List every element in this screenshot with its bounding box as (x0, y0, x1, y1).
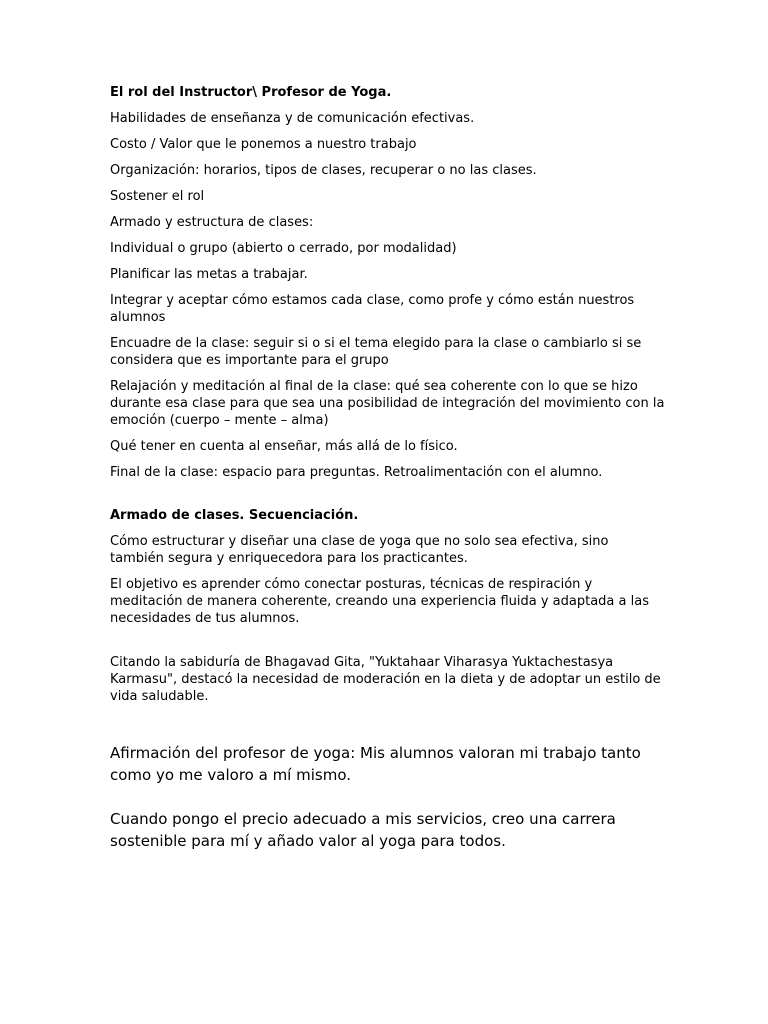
paragraph: El objetivo es aprender cómo conectar posturas, técnicas de respiración y meditación de manera coherente, creando una experiencia fluida y adaptada a las necesidades de tus alumnos. (110, 577, 649, 626)
list-item: Organización: horarios, tipos de clases, recuperar o no las clases. (110, 163, 537, 178)
list-item: Costo / Valor que le ponemos a nuestro trabajo (110, 137, 417, 152)
list-item: Individual o grupo (abierto o cerrado, por modalidad) (110, 241, 457, 256)
section-instructor-role (110, 84, 666, 481)
paragraph: Cómo estructurar y diseñar una clase de yoga que no solo sea efectiva, sino también segura y enriquecedora para los practicantes. (110, 534, 609, 566)
list-item: Habilidades de enseñanza y de comunicación efectivas. (110, 111, 475, 126)
list-item: Final de la clase: espacio para preguntas. Retroalimentación con el alumno. (110, 465, 603, 480)
affirmation-paragraph: Afirmación del profesor de yoga: Mis alumnos valoran mi trabajo tanto como yo me valoro a mí mismo. (110, 744, 641, 784)
section-title: Armado de clases. Secuenciación. (110, 508, 359, 523)
list-item: Qué tener en cuenta al enseñar, más allá de lo físico. (110, 439, 458, 454)
list-item: Integrar y aceptar cómo estamos cada clase, como profe y cómo están nuestros alumnos (110, 293, 635, 325)
list-item: Sostener el rol (110, 189, 205, 204)
list-item: Armado y estructura de clases: (110, 215, 314, 230)
section-title: El rol del Instructor\ Profesor de Yoga. (110, 85, 392, 100)
quote-paragraph: Citando la sabiduría de Bhagavad Gita, "Yuktahaar Viharasya Yuktachestasya Karmasu", destacó la necesidad de moderación en la dieta y de adoptar un estilo de vida saludable. (110, 655, 661, 704)
list-item: Encuadre de la clase: seguir si o si el tema elegido para la clase o cambiarlo si se considera que es importante para el grupo (110, 336, 642, 368)
section-class-sequencing (110, 507, 666, 627)
list-item: Planificar las metas a trabajar. (110, 267, 308, 282)
list-item: Relajación y meditación al final de la clase: qué sea coherente con lo que se hizo durante esa clase para que sea una posibilidad de integración del movimiento con la emoción (cuerpo – mente – alma) (110, 379, 665, 428)
affirmation-paragraph: Cuando pongo el precio adecuado a mis servicios, creo una carrera sostenible para mí y añado valor al yoga para todos. (110, 810, 616, 850)
document-page (110, 84, 666, 852)
